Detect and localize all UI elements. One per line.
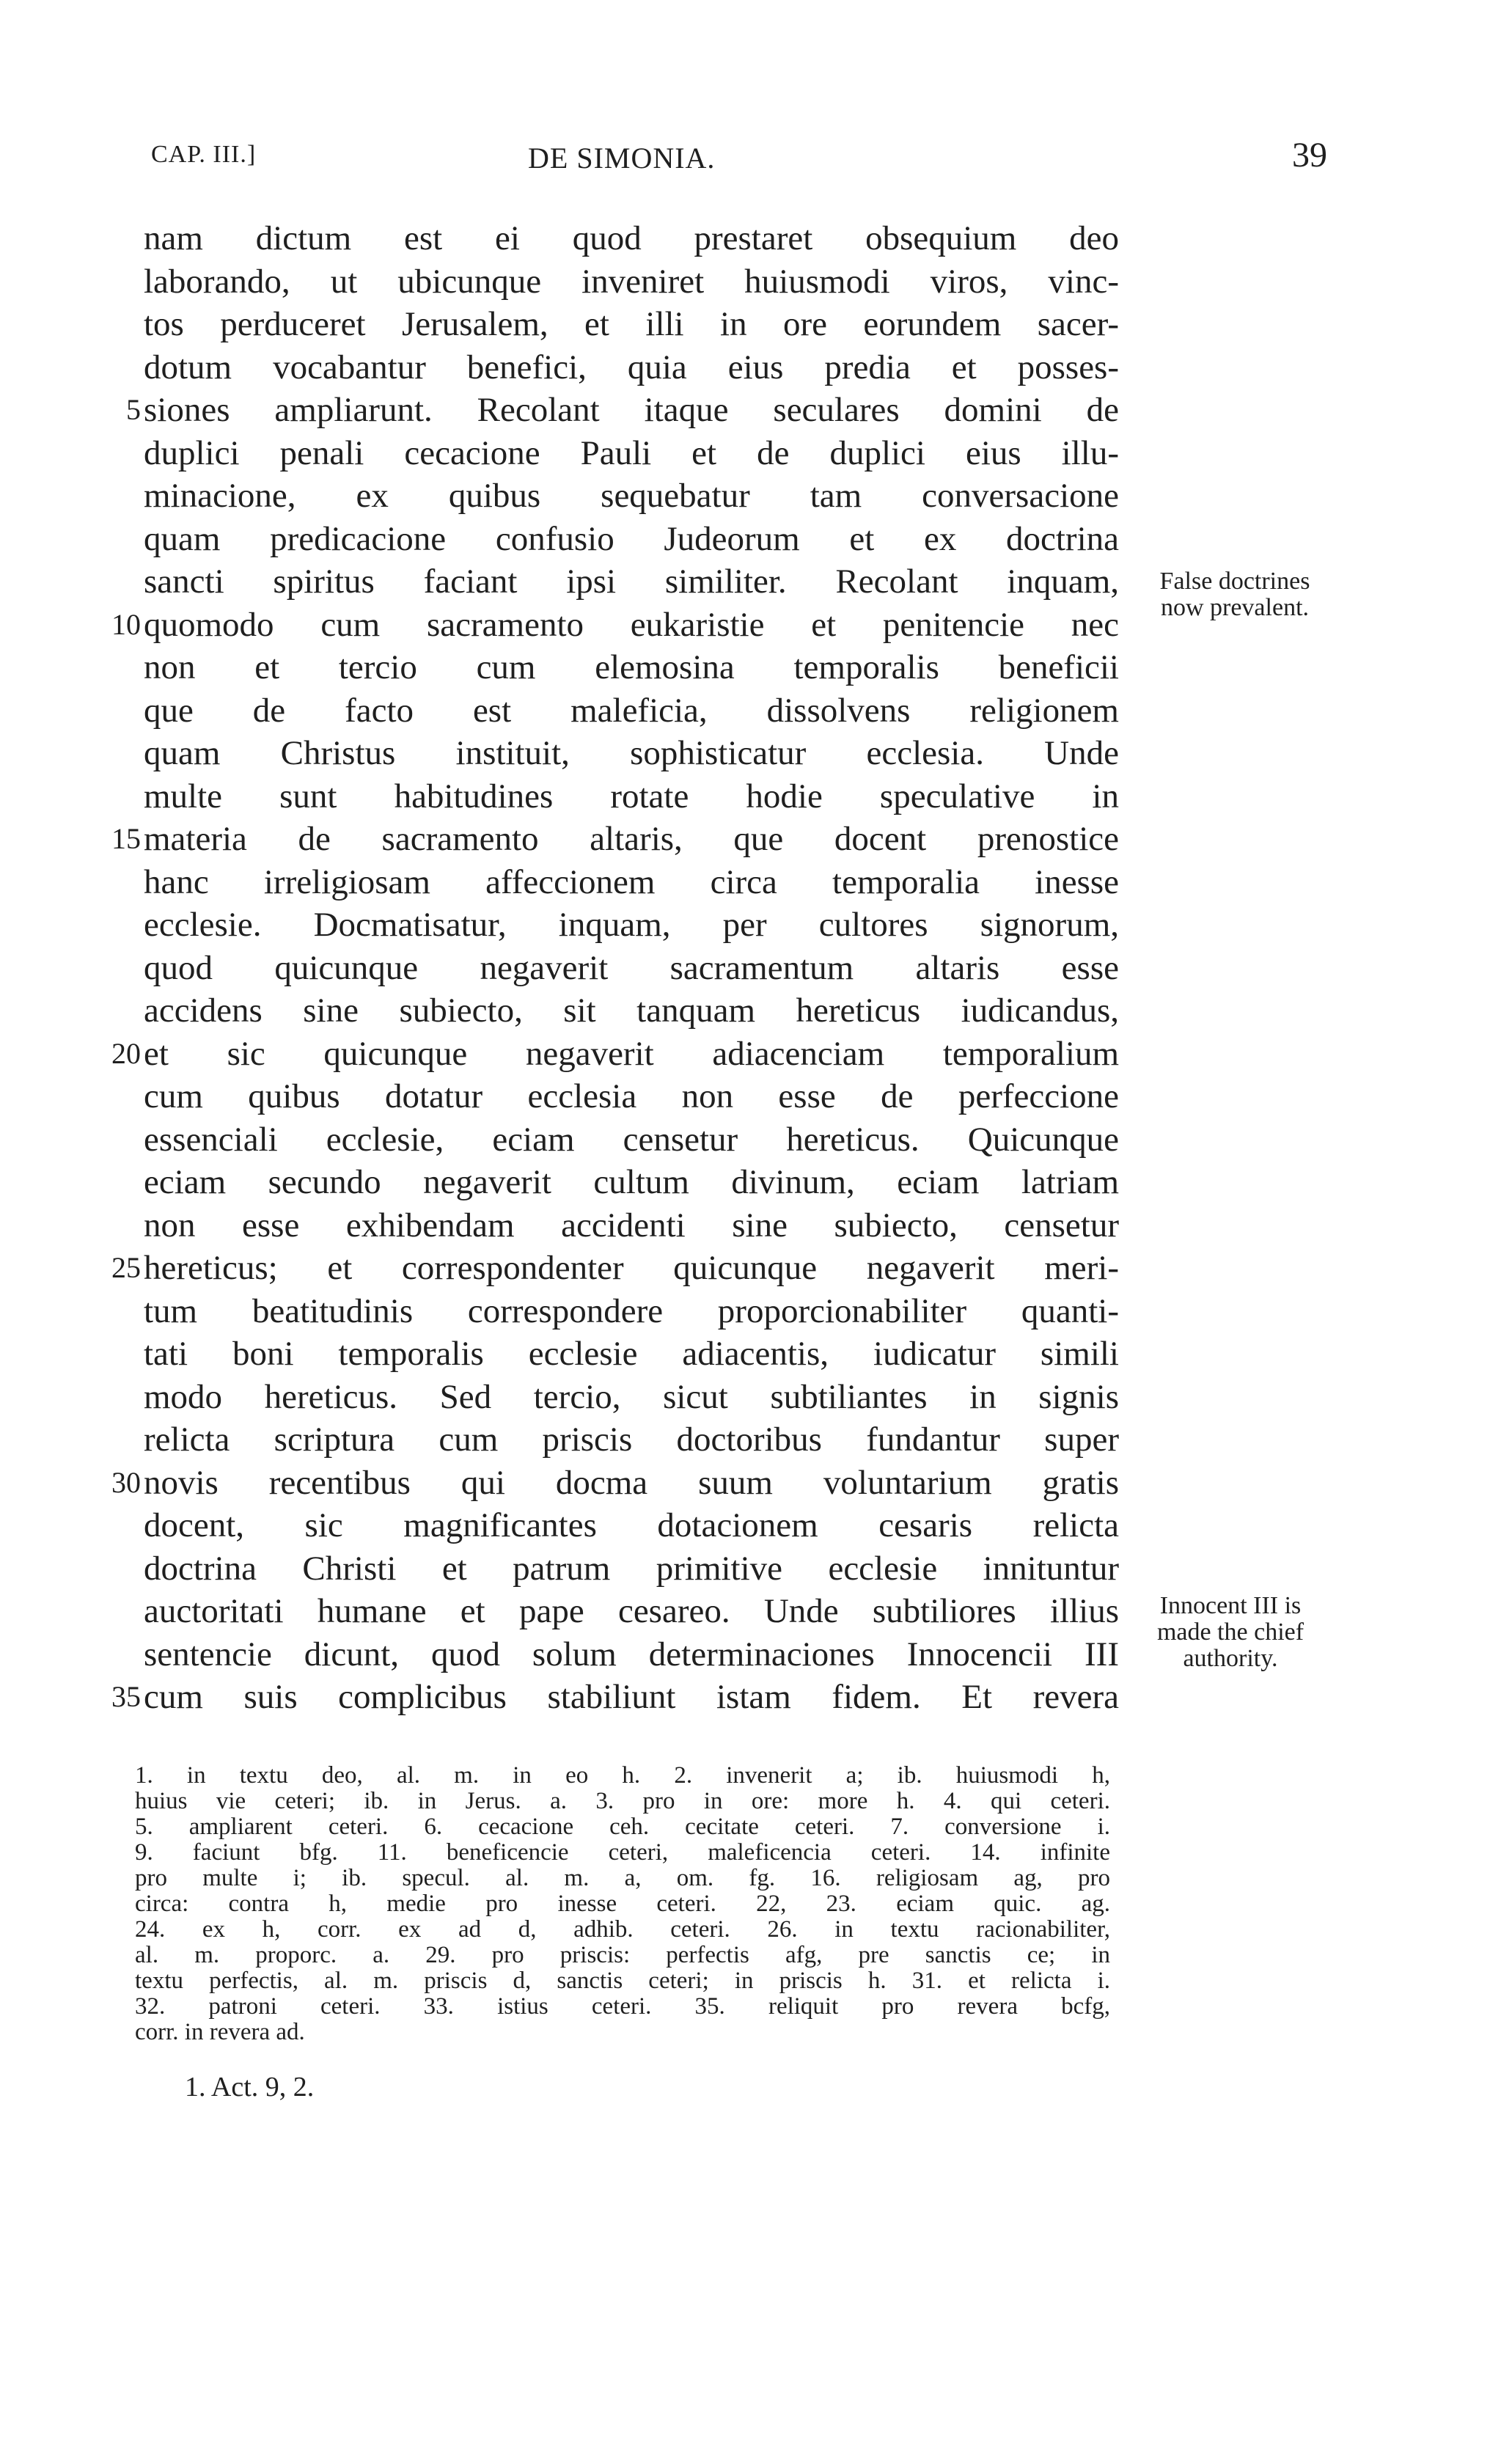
text-line [0,1204,1512,1247]
text-line [0,217,1512,260]
line-text: et sic quicunque negaverit adiacenciam temporalium [144,1034,1119,1073]
text-line [0,989,1512,1033]
line-text: sentencie dicunt, quod solum determinaciones Innocencii III [144,1635,1119,1673]
text-line [0,732,1512,775]
line-text: eciam secundo negaverit cultum divinum, eciam latriam [144,1163,1119,1201]
text-line [0,1290,1512,1333]
apparatus-line: textu perfectis, al. m. priscis d, sanctis ceteri; in priscis h. 31. et relicta i. [135,1968,1110,1994]
line-text: minacione, ex quibus sequebatur tam conversacione [144,477,1119,515]
line-text: essenciali ecclesie, eciam censetur hereticus. Quicunque [144,1120,1119,1159]
line-text: docent, sic magnificantes dotacionem cesaris relicta [144,1506,1119,1544]
line-text: quomodo cum sacramento eukaristie et penitencie nec [144,605,1119,644]
text-line [0,689,1512,733]
apparatus-line: corr. in revera ad. [135,2019,305,2045]
text-line [0,1504,1512,1547]
text-line [0,389,1512,432]
text-line [0,1418,1512,1462]
line-text: ecclesie. Docmatisatur, inquam, per cultores signorum, [144,906,1119,944]
line-text: cum quibus dotatur ecclesia non esse de perfeccione [144,1077,1119,1115]
line-text: duplici penali cecacione Pauli et de duplici eius illu- [144,433,1119,472]
text-line [0,1033,1512,1076]
apparatus-line: 1. in textu deo, al. m. in eo h. 2. invenerit a; ib. huiusmodi h, [135,1762,1110,1789]
text-line [0,1376,1512,1419]
line-text: laborando, ut ubicunque inveniret huiusmodi viros, vinc- [144,262,1119,301]
text-line [0,1547,1512,1591]
line-number: 10 [111,607,141,641]
margin-note-innocent [1120,1593,1340,1672]
line-text: quam Christus instituit, sophisticatur ecclesia. Unde [144,734,1119,772]
line-text: siones ampliarunt. Recolant itaque seculares domini de [144,391,1119,429]
text-line [0,432,1512,475]
line-number: 15 [111,822,141,855]
line-text: nam dictum est ei quod prestaret obsequium deo [144,219,1119,257]
line-number: 30 [111,1465,141,1499]
line-text: tum beatitudinis correspondere proporcionabiliter quanti- [144,1291,1119,1330]
margin-note-line: now prevalent. [1160,594,1310,621]
line-text: modo hereticus. Sed tercio, sicut subtiliantes in signis [144,1377,1119,1416]
line-text: quam predicacione confusio Judeorum et ex doctrina [144,519,1119,558]
text-line [0,947,1512,990]
text-line [0,1161,1512,1204]
text-line [0,861,1512,904]
text-line [0,818,1512,861]
line-number: 35 [111,1680,141,1713]
running-head [0,132,1512,183]
line-number: 20 [111,1036,141,1070]
line-text: sancti spiritus faciant ipsi similiter. Recolant inquam, [144,562,1119,601]
margin-note-line: Innocent III is [1159,1592,1302,1619]
text-line [0,646,1512,689]
margin-note-line: made the chief [1156,1618,1304,1646]
text-line [0,303,1512,346]
line-text: materia de sacramento altaris, que docent prenostice [144,820,1119,858]
line-text: cum suis complicibus stabiliunt istam fidem. Et revera [144,1678,1119,1716]
apparatus-line: 24. ex h, corr. ex ad d, adhib. ceteri. 26. in textu racionabiliter, [135,1916,1110,1943]
critical-apparatus [135,1763,1110,2045]
line-text: auctoritati humane et pape cesareo. Unde subtiliores illius [144,1592,1119,1630]
line-text: que de facto est maleficia, dissolvens religionem [144,691,1119,730]
line-text: novis recentibus qui docma suum voluntarium gratis [144,1463,1119,1502]
line-text: quod quicunque negaverit sacramentum altaris esse [144,948,1119,987]
line-text: non et tercio cum elemosina temporalis beneficii [144,648,1119,686]
text-line [0,346,1512,389]
line-text: tati boni temporalis ecclesie adiacentis, iudicatur simili [144,1335,1119,1373]
line-text: multe sunt habitudines rotate hodie speculative in [144,777,1119,815]
text-line [0,903,1512,947]
apparatus-line: pro multe i; ib. specul. al. m. a, om. fg. 16. religiosam ag, pro [135,1865,1110,1891]
section-title: DE SIMONIA. [528,142,716,175]
line-number: 25 [111,1251,141,1284]
chapter-label: CAP. III.] [151,141,257,168]
line-text: non esse exhibendam accidenti sine subiecto, censetur [144,1206,1119,1244]
apparatus-line: al. m. proporc. a. 29. pro priscis: perfectis afg, pre sanctis ce; in [135,1942,1110,1968]
apparatus-line: huius vie ceteri; ib. in Jerus. a. 3. pro in ore: more h. 4. qui ceteri. [135,1788,1110,1814]
text-line [0,1462,1512,1505]
text-line [0,1118,1512,1162]
text-line [0,518,1512,561]
text-line [0,775,1512,818]
page-number: 39 [1292,136,1327,175]
text-line [0,1676,1512,1719]
line-text: hanc irreligiosam affeccionem circa temporalia inesse [144,862,1119,901]
apparatus-line: 32. patroni ceteri. 33. istius ceteri. 35. reliquit pro revera bcfg, [135,1993,1110,2020]
line-number: 5 [126,393,141,426]
apparatus-line: circa: contra h, medie pro inesse ceteri. 22, 23. eciam quic. ag. [135,1891,1110,1917]
line-text: hereticus; et correspondenter quicunque negaverit meri- [144,1249,1119,1287]
apparatus-line: 9. faciunt bfg. 11. beneficencie ceteri, maleficencia ceteri. 14. infinite [135,1839,1110,1866]
text-line [0,1247,1512,1290]
text-line [0,474,1512,518]
apparatus-line: 5. ampliarent ceteri. 6. cecacione ceh. cecitate ceteri. 7. conversione i. [135,1814,1110,1840]
margin-note-false-doctrines [1125,568,1345,621]
line-text: accidens sine subiecto, sit tanquam hereticus iudicandus, [144,991,1119,1030]
line-text: relicta scriptura cum priscis doctoribus fundantur super [144,1420,1119,1459]
margin-note-line: authority. [1183,1645,1278,1672]
line-text: tos perduceret Jerusalem, et illi in ore eorundem sacer- [144,305,1119,343]
margin-note-line: False doctrines [1159,568,1310,595]
source-footnote: 1. Act. 9, 2. [185,2072,315,2102]
text-line [0,1075,1512,1118]
text-line [0,1332,1512,1376]
line-text: doctrina Christi et patrum primitive ecclesie innituntur [144,1549,1119,1588]
text-line [0,260,1512,304]
line-text: dotum vocabantur benefici, quia eius predia et posses- [144,348,1119,386]
main-text [0,217,1512,1719]
